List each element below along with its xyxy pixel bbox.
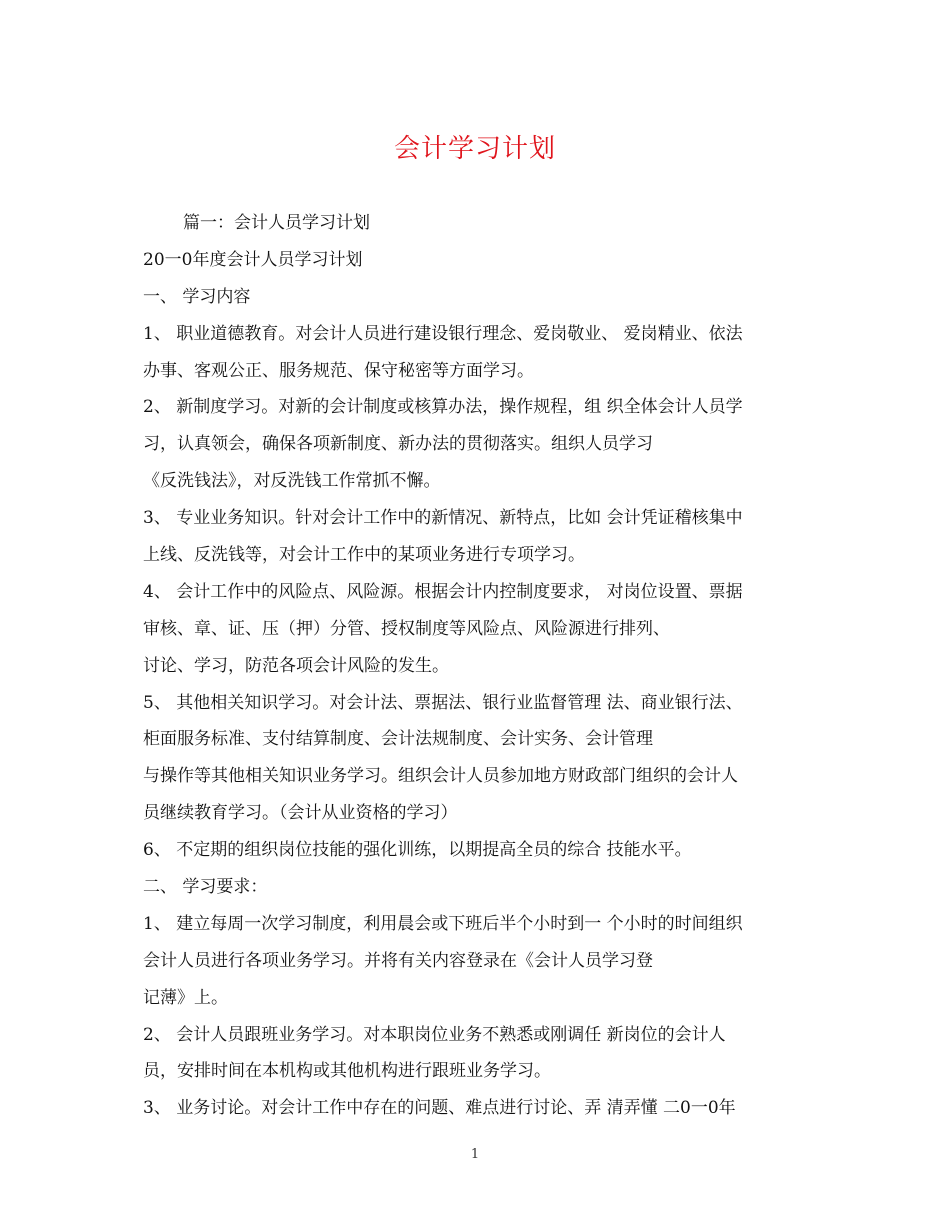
text-line: 4、 会计工作中的风险点、风险源。根据会计内控制度要求， 对岗位设置、票据 — [143, 581, 743, 602]
text-line: 《反洗钱法》，对反洗钱工作常抓不懈。 — [143, 471, 441, 492]
text-line: 讨论、学习，防范各项会计风险的发生。 — [143, 655, 449, 676]
text-line: 6、 不定期的组织岗位技能的强化训练，以期提高全员的综合 技能水平。 — [143, 840, 692, 861]
text-line: 2、 新制度学习。对新的会计制度或核算办法，操作规程，组 织全体会计人员学 — [143, 397, 743, 418]
text-line: 柜面服务标准、支付结算制度、会计法规制度、会计实务、会计管理 — [143, 729, 653, 750]
text-line: 20一0年度会计人员学习计划 — [143, 249, 363, 270]
text-line: 2、 会计人员跟班业务学习。对本职岗位业务不熟悉或刚调任 新岗位的会计人 — [143, 1024, 726, 1045]
text-line: 1、 职业道德教育。对会计人员进行建设银行理念、爱岗敬业、 爱岗精业、依法 — [143, 323, 743, 344]
text-line: 3、 专业业务知识。针对会计工作中的新情况、新特点，比如 会计凭证稽核集中 — [143, 508, 743, 529]
section-heading: 篇一：会计人员学习计划 — [183, 213, 370, 233]
text-line: 员继续教育学习。（会计从业资格的学习） — [143, 803, 458, 824]
text-line: 习，认真领会，确保各项新制度、新办法的贯彻落实。组织人员学习 — [143, 434, 653, 455]
text-line: 上线、反洗钱等，对会计工作中的某项业务进行专项学习。 — [143, 545, 585, 566]
document-title: 会计学习计划 — [393, 134, 556, 164]
text-line: 会计人员进行各项业务学习。并将有关内容登录在《会计人员学习登 — [143, 950, 653, 971]
section-heading: 二、 学习要求： — [143, 877, 268, 898]
text-line: 3、 业务讨论。对会计工作中存在的问题、难点进行讨论、弄 清弄懂 二0一0年 — [143, 1098, 736, 1119]
text-line: 员，安排时间在本机构或其他机构进行跟班业务学习。 — [143, 1061, 551, 1082]
document-body — [143, 205, 823, 1127]
text-line: 5、 其他相关知识学习。对会计法、票据法、银行业监督管理 法、商业银行法、 — [143, 692, 743, 713]
page-number: 1 — [470, 1147, 480, 1162]
text-line: 与操作等其他相关知识业务学习。组织会计人员参加地方财政部门组织的会计人 — [143, 766, 738, 787]
text-line: 1、 建立每周一次学习制度，利用晨会或下班后半个小时到一 个小时的时间组织 — [143, 913, 743, 934]
text-line: 记薄》上。 — [143, 987, 228, 1008]
section-heading: 一、 学习内容 — [143, 286, 251, 307]
text-line: 办事、客观公正、服务规范、保守秘密等方面学习。 — [143, 360, 534, 381]
text-line: 审核、章、证、压（押）分管、授权制度等风险点、风险源进行排列、 — [143, 618, 670, 639]
